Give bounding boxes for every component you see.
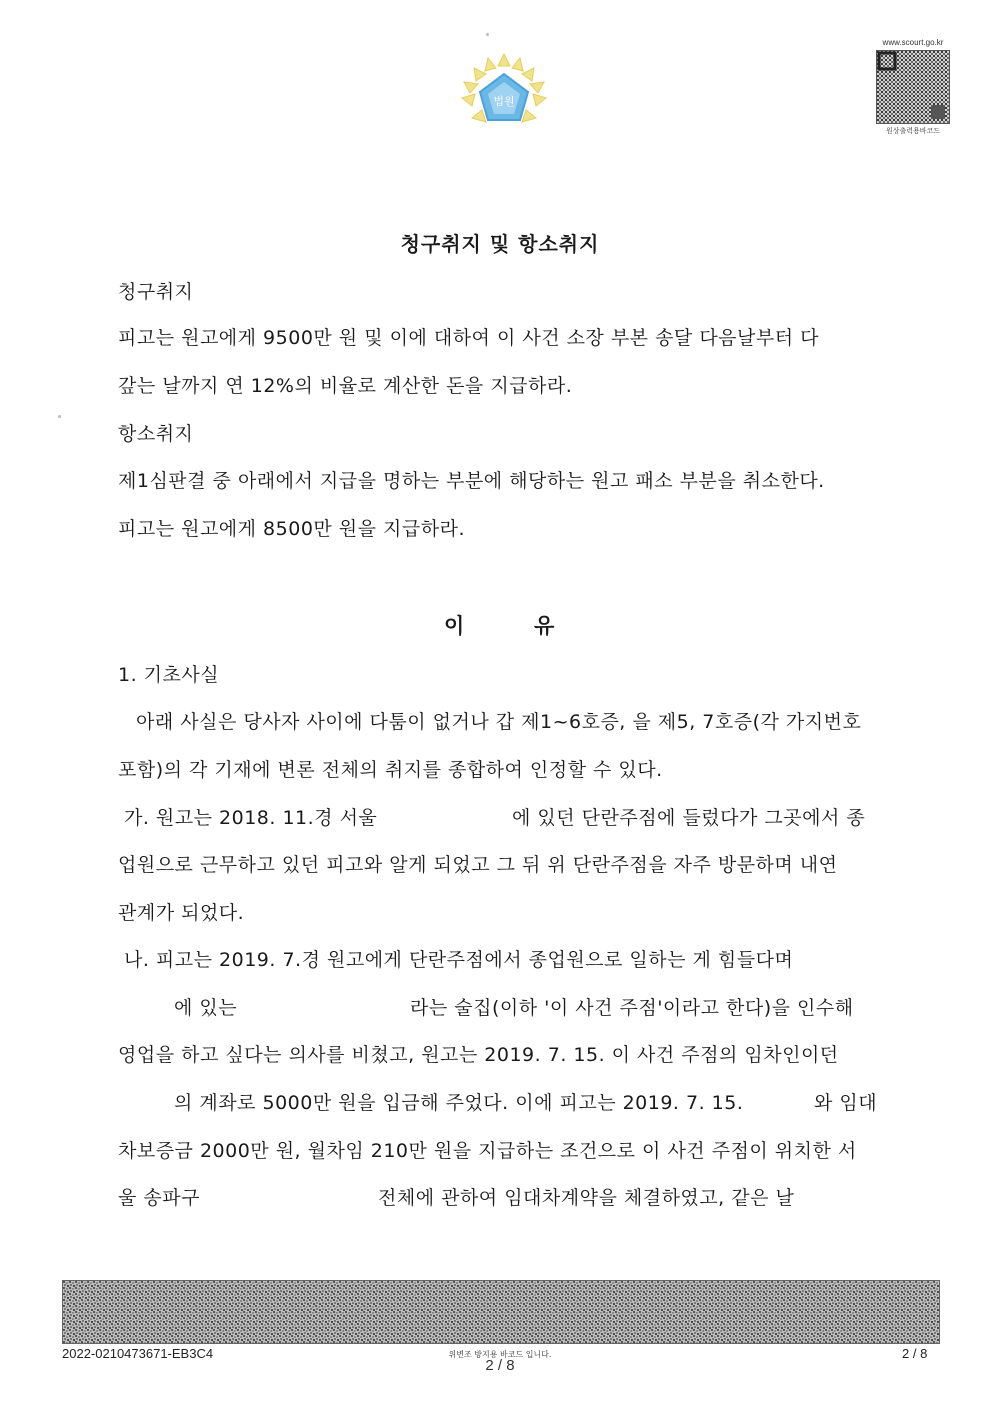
- page-number-center: 2 / 8: [485, 1357, 515, 1374]
- anti-forgery-barcode-icon: [62, 1280, 940, 1344]
- scan-speck: [486, 33, 489, 36]
- paragraph-line: 가. 원고는 2018. 11.경 서울: [124, 807, 378, 829]
- appeal-text-line: 피고는 원고에게 8500만 원을 지급하라.: [118, 518, 466, 540]
- reason-title-char: 이: [444, 614, 465, 638]
- paragraph-line: 울 송파구: [118, 1187, 200, 1209]
- verification-qr-block: [872, 38, 954, 136]
- svg-text:법원: 법원: [493, 95, 515, 108]
- qr-caption: 원상출력용바코드: [885, 127, 941, 135]
- section-heading: 1. 기초사실: [118, 664, 220, 686]
- claim-label: 청구취지: [118, 281, 194, 303]
- claim-text-line: 피고는 원고에게 9500만 원 및 이에 대하여 이 사건 소장 부본 송달 다음날부터 다: [118, 327, 819, 349]
- paragraph-line: 포함)의 각 기재에 변론 전체의 취지를 종합하여 인정할 수 있다.: [118, 759, 663, 781]
- reason-title-char: 유: [534, 614, 555, 638]
- claim-text-line: 갚는 날까지 연 12%의 비율로 계산한 돈을 지급하라.: [118, 375, 573, 397]
- paragraph-line: 와 임대: [814, 1092, 878, 1114]
- paragraph-line: 업원으로 근무하고 있던 피고와 알게 되었고 그 뒤 위 단란주점을 자주 방문하며 내연: [118, 854, 838, 876]
- paragraph-line: 영업을 하고 싶다는 의사를 비쳤고, 원고는 2019. 7. 15. 이 사건 주점의 임차인이던: [118, 1044, 839, 1066]
- paragraph-line: 관계가 되었다.: [118, 902, 245, 924]
- qr-code-icon: [876, 50, 950, 124]
- appeal-text-line: 제1심판결 중 아래에서 지급을 명하는 부분에 해당하는 원고 패소 부분을 취소한다.: [118, 470, 825, 492]
- page-number: 2 / 8: [902, 1346, 928, 1361]
- scan-speck: [58, 415, 61, 418]
- court-emblem-icon: [458, 52, 550, 144]
- barcode-notice: 위변조 방지용 바코드 입니다.: [448, 1350, 552, 1359]
- paragraph-line: 차보증금 2000만 원, 월차임 210만 원을 지급하는 조건으로 이 사건 주점이 위치한 서: [118, 1140, 857, 1162]
- appeal-label: 항소취지: [118, 423, 194, 445]
- paragraph-line: 라는 술집(이하 '이 사건 주점'이라고 한다)을 인수해: [410, 997, 854, 1019]
- court-url: www.scourt.go.kr: [882, 38, 944, 47]
- claim-section-title: 청구취지 및 항소취지: [400, 232, 600, 256]
- paragraph-line: 전체에 관하여 임대차계약을 체결하였고, 같은 날: [378, 1187, 795, 1209]
- paragraph-line: 의 계좌로 5000만 원을 입금해 주었다. 이에 피고는 2019. 7. 15.: [174, 1092, 744, 1114]
- paragraph-line: 에 있는: [174, 997, 238, 1019]
- paragraph-line: 아래 사실은 당사자 사이에 다툼이 없거나 갑 제1~6호증, 을 제5, 7호증(각 가지번호: [136, 711, 862, 733]
- paragraph-line: 나. 피고는 2019. 7.경 원고에게 단란주점에서 종업원으로 일하는 게 힘들다며: [124, 949, 794, 971]
- paragraph-line: 에 있던 단란주점에 들렀다가 그곳에서 종: [512, 807, 866, 829]
- document-id: 2022-0210473671-EB3C4: [62, 1346, 214, 1361]
